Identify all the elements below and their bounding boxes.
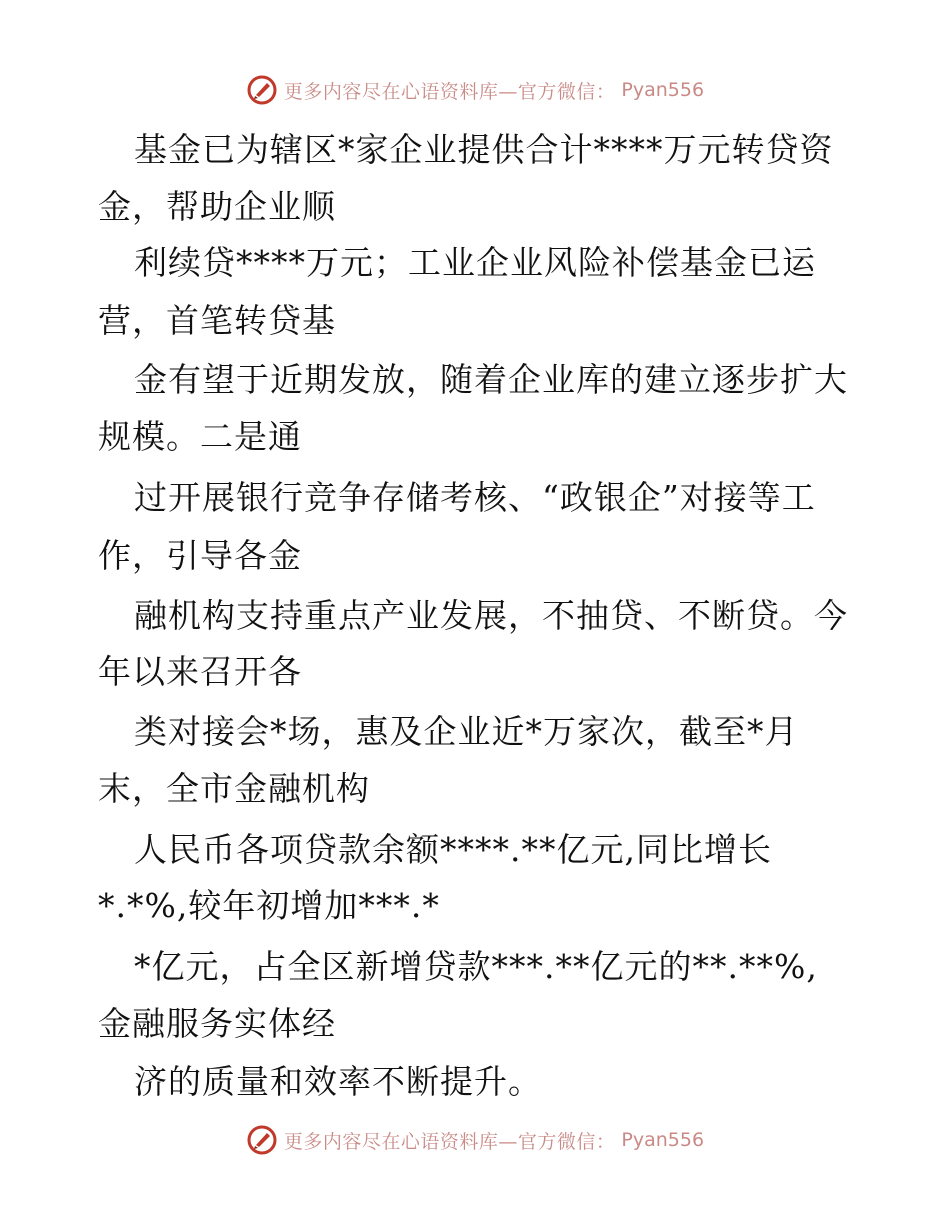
header-banner-wechat-id: Pyan556 — [621, 79, 705, 101]
text-line: 人民币各项贷款余额****.**亿元,同比增长 — [134, 830, 772, 869]
text-line: 末，全市金融机构 — [98, 769, 370, 808]
text-line: 基金已为辖区*家企业提供合计****万元转贷资 — [134, 130, 834, 169]
red-circular-logo-icon — [246, 74, 278, 106]
footer-banner-text: 更多内容尽在心语资料库—官方微信： — [283, 1130, 616, 1153]
footer-banner-content — [246, 1124, 704, 1156]
text-line: *.*%,较年初增加***.* — [98, 886, 440, 925]
text-line: 融机构支持重点产业发展，不抽贷、不断贷。今 — [134, 596, 848, 635]
text-line: 过开展银行竞争存储考核、“政银企”对接等工 — [134, 478, 816, 517]
text-line: 济的质量和效率不断提升。 — [134, 1062, 542, 1101]
text-line: 类对接会*场，惠及企业近*万家次，截至*月 — [134, 712, 799, 751]
header-banner-text: 更多内容尽在心语资料库—官方微信： — [283, 80, 616, 103]
text-line: 营，首笔转贷基 — [98, 301, 336, 340]
text-line: 利续贷****万元；工业企业风险补偿基金已运 — [134, 243, 816, 282]
text-line: 金融服务实体经 — [98, 1004, 336, 1043]
footer-banner-wechat-id: Pyan556 — [621, 1129, 705, 1151]
red-circular-logo-icon — [246, 1124, 278, 1156]
text-line: 金，帮助企业顺 — [98, 187, 336, 226]
text-line: 规模。二是通 — [98, 417, 302, 456]
text-line: *亿元，占全区新增贷款***.**亿元的**.**%, — [134, 947, 818, 986]
text-line: 年以来召开各 — [98, 652, 302, 691]
footer-banner — [0, 1120, 950, 1160]
text-line: 金有望于近期发放，随着企业库的建立逐步扩大 — [134, 360, 848, 399]
header-banner — [0, 70, 950, 110]
header-banner-content — [246, 74, 704, 106]
text-line: 作，引导各金 — [98, 536, 302, 575]
